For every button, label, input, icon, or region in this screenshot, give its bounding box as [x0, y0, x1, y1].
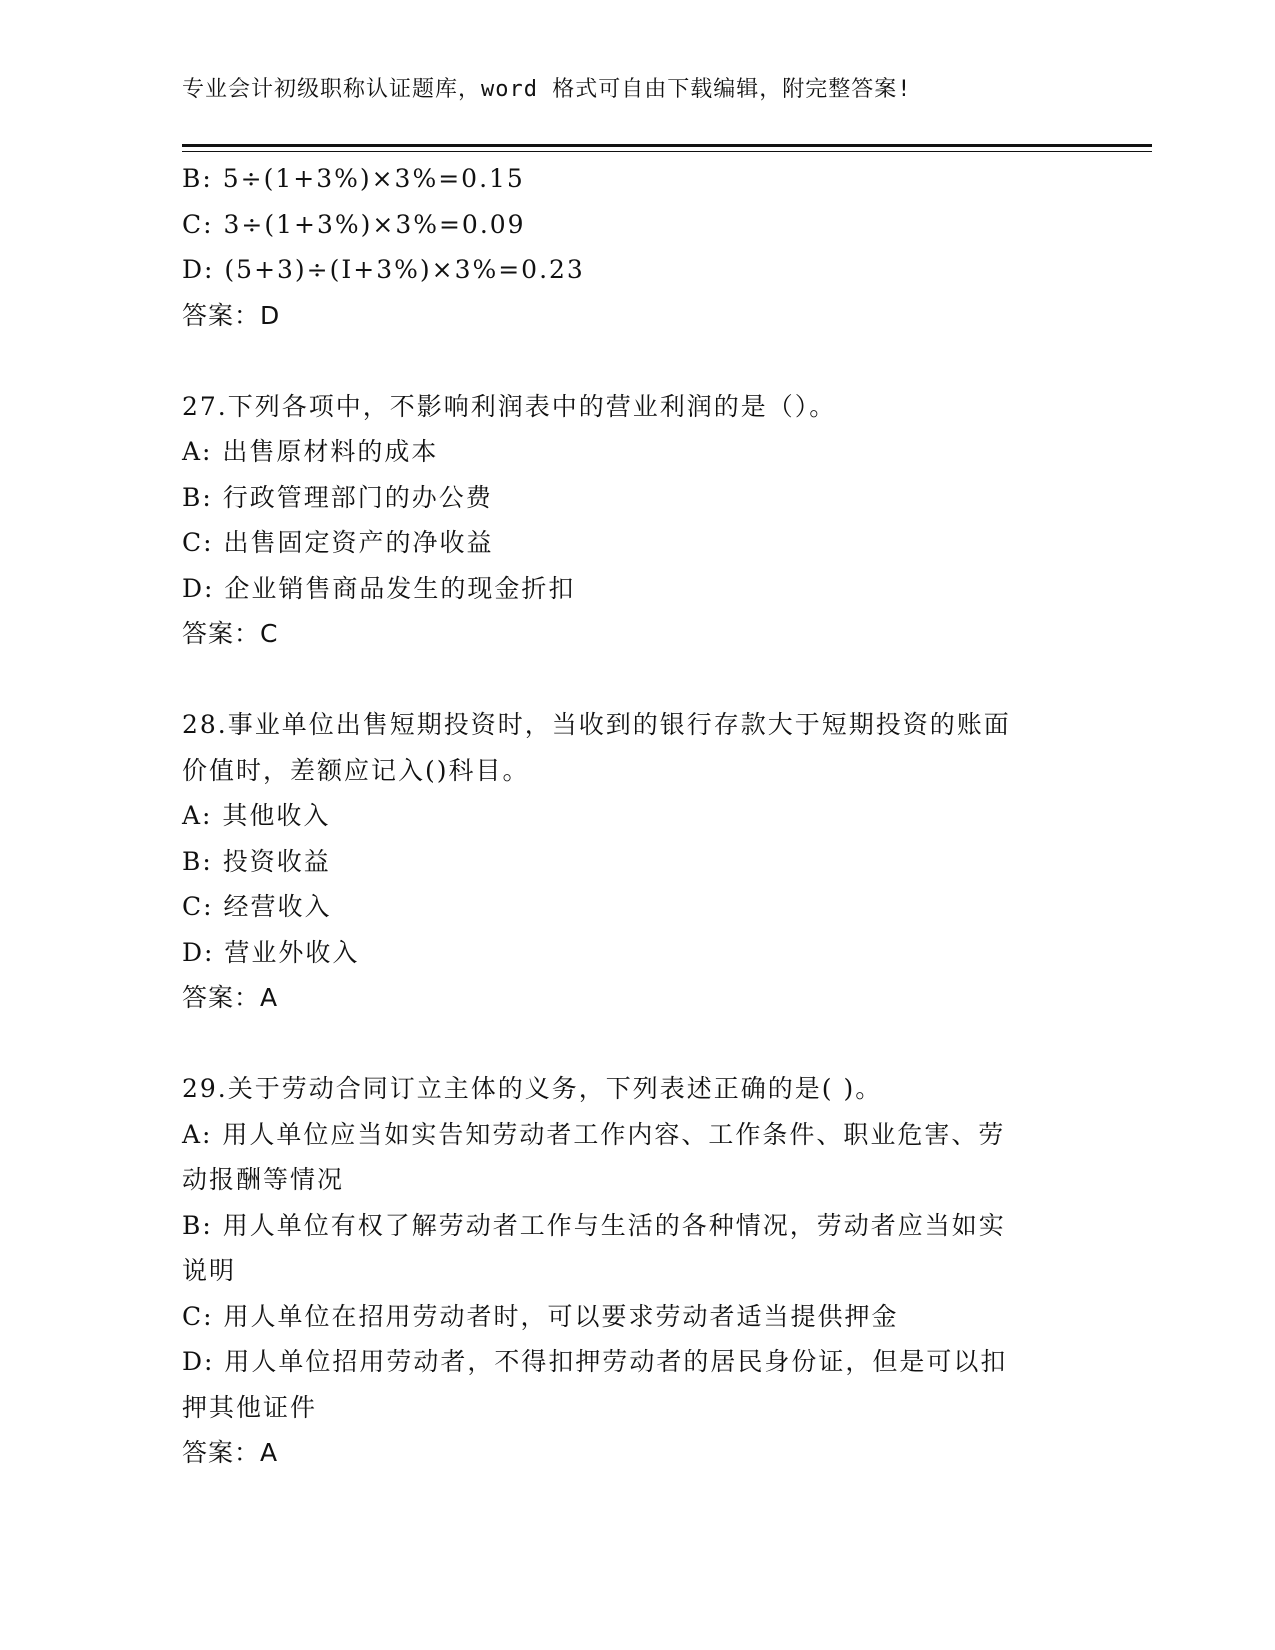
text-line: B: 投资收益	[182, 846, 331, 876]
text-line: 押其他证件	[182, 1392, 318, 1422]
text-line: C: 经营收入	[182, 892, 332, 921]
text-line: C: 3÷(1+3%)×3%=0.09	[182, 209, 526, 239]
text-line: B: 行政管理部门的办公费	[182, 482, 493, 512]
paragraph-gap	[182, 338, 1082, 384]
text-line: C: 用人单位在招用劳动者时，可以要求劳动者适当提供押金	[182, 1301, 899, 1331]
text-line: D: 营业外收入	[182, 937, 360, 967]
text-line: C: 出售固定资产的净收益	[182, 528, 494, 557]
text-line: B: 用人单位有权了解劳动者工作与生活的各种情况，劳动者应当如实	[182, 1210, 1006, 1240]
document-body	[182, 156, 1082, 1476]
text-line: A: 其他收入	[182, 801, 331, 830]
answer-line: 答案：D	[182, 300, 281, 330]
text-line: A: 用人单位应当如实告知劳动者工作内容、工作条件、职业危害、劳	[182, 1119, 1006, 1149]
paragraph-gap	[182, 657, 1082, 703]
text-line: D: 用人单位招用劳动者，不得扣押劳动者的居民身份证，但是可以扣	[182, 1347, 1008, 1376]
page-header: 专业会计初级职称认证题库，word 格式可自由下载编辑，附完整答案!	[182, 77, 912, 102]
header-rule-thin	[182, 151, 1152, 152]
text-line: 27.下列各项中，不影响利润表中的营业利润的是（）。	[182, 391, 837, 421]
text-line: 29.关于劳动合同订立主体的义务，下列表述正确的是( )。	[182, 1074, 883, 1103]
text-line: 说明	[182, 1256, 237, 1285]
text-line: D: (5+3)÷(I+3%)×3%=0.23	[182, 255, 585, 284]
text-line: A: 出售原材料的成本	[182, 437, 439, 466]
text-line: 28.事业单位出售短期投资时，当收到的银行存款大于短期投资的账面	[182, 710, 1011, 739]
paragraph-gap	[182, 1021, 1082, 1067]
header-rule-thick	[182, 144, 1152, 147]
text-line: 动报酬等情况	[182, 1165, 345, 1194]
answer-line: 答案：A	[182, 1438, 279, 1467]
answer-line: 答案：A	[182, 983, 279, 1012]
text-line: B: 5÷(1+3%)×3%=0.15	[182, 164, 525, 193]
text-line: 价值时，差额应记入()科目。	[182, 755, 530, 785]
answer-line: 答案：C	[182, 619, 279, 648]
text-line: D: 企业销售商品发生的现金折扣	[182, 573, 576, 603]
